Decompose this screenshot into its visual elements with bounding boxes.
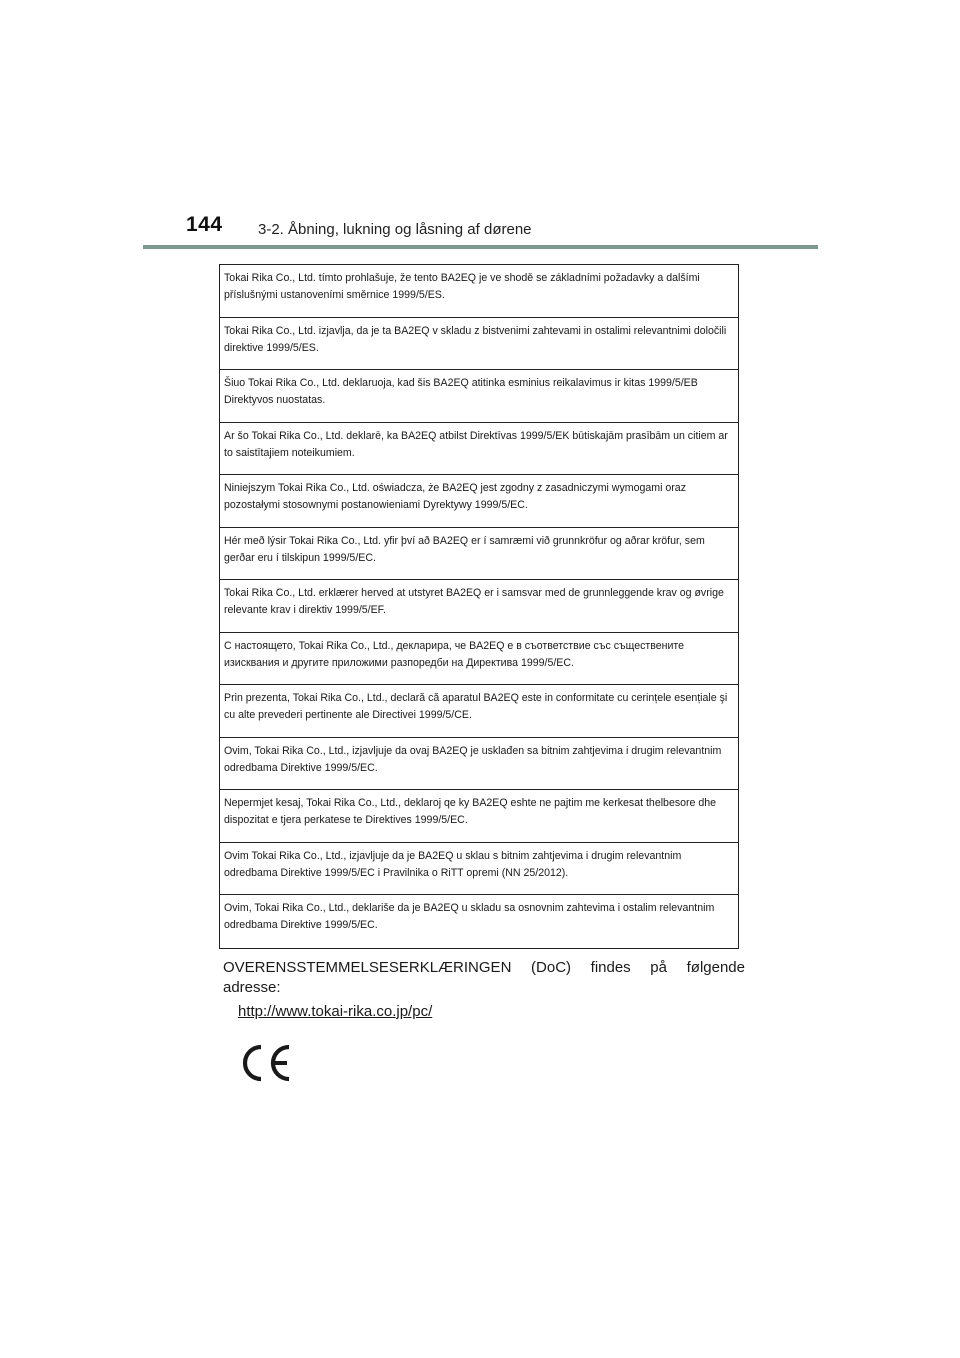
- declaration-row-croatian: Ovim Tokai Rika Co., Ltd., izjavljuje da je BA2EQ u sklau s bitnim zahtjevima i drugim relevantnim odredbama Direktive 1999/5/EC i Pravilnika o RiTT opremi (NN 25/2012).: [220, 843, 738, 896]
- declaration-row-serbian: Ovim, Tokai Rika Co., Ltd., deklariše da je BA2EQ u skladu sa osnovnim zahtevima i ostalim relevantnim odredbama Direktive 1999/5/EC.: [224, 902, 715, 931]
- declaration-row-icelandic: Hér með lýsir Tokai Rika Co., Ltd. yfir því að BA2EQ er í samræmi við grunnkröfur og aðrar kröfur, sem gerðar eru í tilskipun 1999/5/EC.: [220, 528, 738, 581]
- section-title: 3-2. Åbning, lukning og låsning af dørene: [258, 221, 532, 238]
- declaration-table: [219, 264, 739, 949]
- declaration-row-bosnian: Ovim, Tokai Rika Co., Ltd., izjavljuje da ovaj BA2EQ je usklađen sa bitnim zahtjevima i drugim relevantnim odredbama Direktive 1999/5/EC.: [220, 738, 738, 791]
- declaration-row-polish: Niniejszym Tokai Rika Co., Ltd. oświadcza, że BA2EQ jest zgodny z zasadniczymi wymogami oraz pozostałymi stosownymi postanowieniami Dyrektywy 1999/5/EC.: [220, 475, 738, 528]
- doc-url-link[interactable]: http://www.tokai-rika.co.jp/pc/: [238, 1003, 433, 1020]
- declaration-row-albanian: Nepermjet kesaj, Tokai Rika Co., Ltd., deklaroj qe ky BA2EQ eshte ne pajtim me kerkesat thelbesore dhe dispozitat e tjera perkatese te Direktives 1999/5/EC.: [220, 790, 738, 843]
- doc-notice-line1: OVERENSSTEMMELSESERKLÆRINGEN (DoC) findes på følgende: [223, 959, 745, 976]
- declaration-row-bulgarian: С настоящето, Tokai Rika Co., Ltd., декларира, че BA2EQ е в съответствие със съществените изисквания и другите приложими разпоредби на Директива 1999/5/EC.: [220, 633, 738, 686]
- header-divider: [143, 245, 818, 249]
- declaration-row-romanian: Prin prezenta, Tokai Rika Co., Ltd., declară că aparatul BA2EQ este in conformitate cu cerințele esențiale şi cu alte prevederi pertinente ale Directivei 1999/5/CE.: [220, 685, 738, 738]
- declaration-row-slovenian: Tokai Rika Co., Ltd. izjavlja, da je ta BA2EQ v skladu z bistvenimi zahtevami in ostalimi relevantnimi določili direktive 1999/5/ES.: [220, 318, 738, 371]
- declaration-row-latvian: Ar šo Tokai Rika Co., Ltd. deklarē, ka BA2EQ atbilst Direktīvas 1999/5/EK būtiskajām prasībām un citiem ar to saistītajiem noteikumiem.: [220, 423, 738, 476]
- page-number: 144: [186, 213, 223, 236]
- doc-notice-line2: adresse:: [223, 979, 281, 996]
- declaration-row-norwegian: Tokai Rika Co., Ltd. erklærer herved at utstyret BA2EQ er i samsvar med de grunnleggende krav og øvrige relevante krav i direktiv 1999/5/EF.: [220, 580, 738, 633]
- doc-notice: [223, 958, 745, 998]
- declaration-row-lithuanian: Šiuo Tokai Rika Co., Ltd. deklaruoja, kad šis BA2EQ atitinka esminius reikalavimus ir kitas 1999/5/EB Direktyvos nuostatas.: [220, 370, 738, 423]
- declaration-row-czech: Tokai Rika Co., Ltd. tímto prohlašuje, že tento BA2EQ je ve shodě se základními požadavky a dalšími příslušnými ustanoveními směrnice 1999/5/ES.: [220, 265, 738, 318]
- ce-mark-icon: [239, 1043, 295, 1083]
